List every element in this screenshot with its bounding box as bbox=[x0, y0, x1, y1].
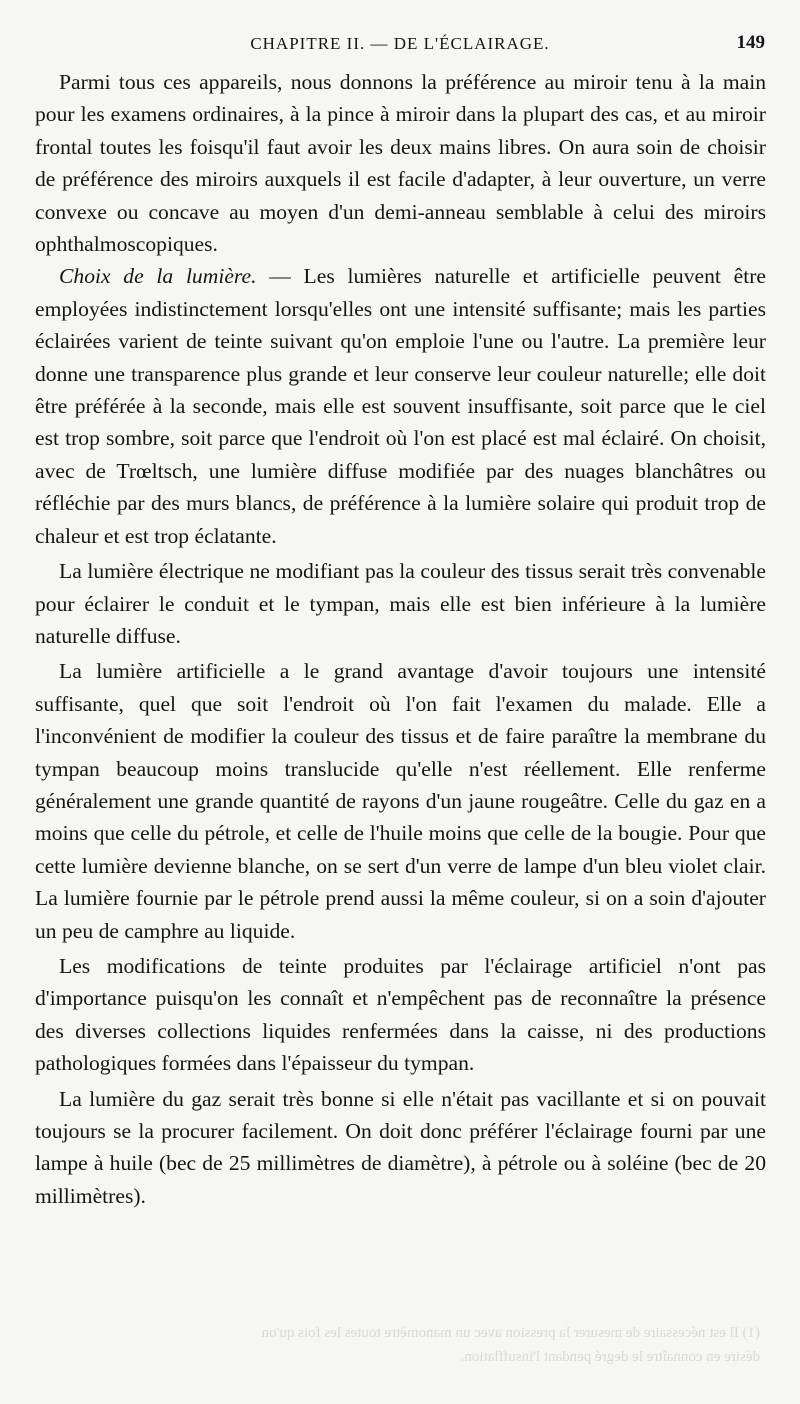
paragraph-text: — Les lumières naturelle et artificielle peuvent être employées indistinctement lorsqu'elles ont une intensité suffisante; mais les parties éclairées varient de teinte suivant qu'on emploie l'une ou l'autre. La première leur donne une transparence plus grande et leur conserve leur couleur naturelle; elle doit être préférée à la seconde, mais elle est souvent insuffisante, soit parce que le ciel est trop sombre, soit parce que l'endroit où l'on est placé est mal éclairé. On choisit, avec de Trœltsch, une lumière diffuse modifiée par des nuages blanchâtres ou réfléchie par des murs blancs, de préférence à la lumière solaire qui produit trop de chaleur et est trop éclatante. bbox=[35, 264, 766, 548]
body-text bbox=[35, 66, 766, 1212]
paragraph-text: La lumière artificielle a le grand avantage d'avoir toujours une intensité suffisante, quel que soit l'endroit où l'on fait l'examen du malade. Elle a l'inconvénient de modifier la couleur des tissus et de faire paraître la membrane du tympan beaucoup moins translucide qu'elle n'est réellement. Elle renferme généralement une grande quantité de rayons d'un jaune rougeâtre. Celle du gaz en a moins que celle du pétrole, et celle de l'huile moins que celle de la bougie. Pour que cette lumière devienne blanche, on se sert d'un verre de lampe d'un bleu violet clair. La lumière fournie par le pétrole prend aussi la même couleur, si on a soin d'ajouter un peu de camphre au liquide. bbox=[35, 659, 766, 943]
paragraph bbox=[35, 260, 766, 552]
paragraph bbox=[35, 555, 766, 652]
paragraph-text: Les modifications de teinte produites par l'éclairage artificiel n'ont pas d'importance puisqu'on les connaît et n'empêchent pas de reconnaître la présence des diverses collections liquides renfermées dans la caisse, ni des productions pathologiques formées dans l'épaisseur du tympan. bbox=[35, 953, 766, 1076]
bleed-through-footnote-line: désire en connaître le degré pendant l'insufflation. bbox=[460, 1349, 760, 1365]
paragraph bbox=[35, 66, 766, 260]
page-number: 149 bbox=[736, 32, 765, 53]
page-header bbox=[35, 32, 765, 58]
bleed-through-footnote-line: (1) Il est nécessaire de mesurer la pression avec un manomètre toutes les fois qu'on bbox=[261, 1325, 760, 1341]
paragraph bbox=[35, 950, 766, 1080]
paragraph bbox=[35, 655, 766, 947]
paragraph-text: La lumière électrique ne modifiant pas la couleur des tissus serait très convenable pour éclairer le conduit et le tympan, mais elle est bien inférieure à la lumière naturelle diffuse. bbox=[35, 559, 766, 648]
paragraph-text: Parmi tous ces appareils, nous donnons la préférence au miroir tenu à la main pour les examens ordinaires, à la pince à miroir dans la plupart des cas, et au miroir frontal toutes les foisqu'il faut avoir les deux mains libres. On aura soin de choisir de préférence des miroirs auxquels il est facile d'adapter, à leur ouverture, un verre convexe ou concave au moyen d'un demi-anneau semblable à celui des miroirs ophthalmoscopiques. bbox=[35, 70, 766, 257]
paragraph-text: La lumière du gaz serait très bonne si elle n'était pas vacillante et si on pouvait toujours se la procurer facilement. On doit donc préférer l'éclairage fourni par une lampe à huile (bec de 25 millimètres de diamètre), à pétrole ou à soléine (bec de 20 millimètres). bbox=[35, 1086, 766, 1208]
paragraph bbox=[35, 1083, 766, 1213]
section-lead-in: Choix de la lumière. bbox=[59, 264, 257, 289]
running-head: CHAPITRE II. — DE L'ÉCLAIRAGE. bbox=[250, 34, 550, 53]
